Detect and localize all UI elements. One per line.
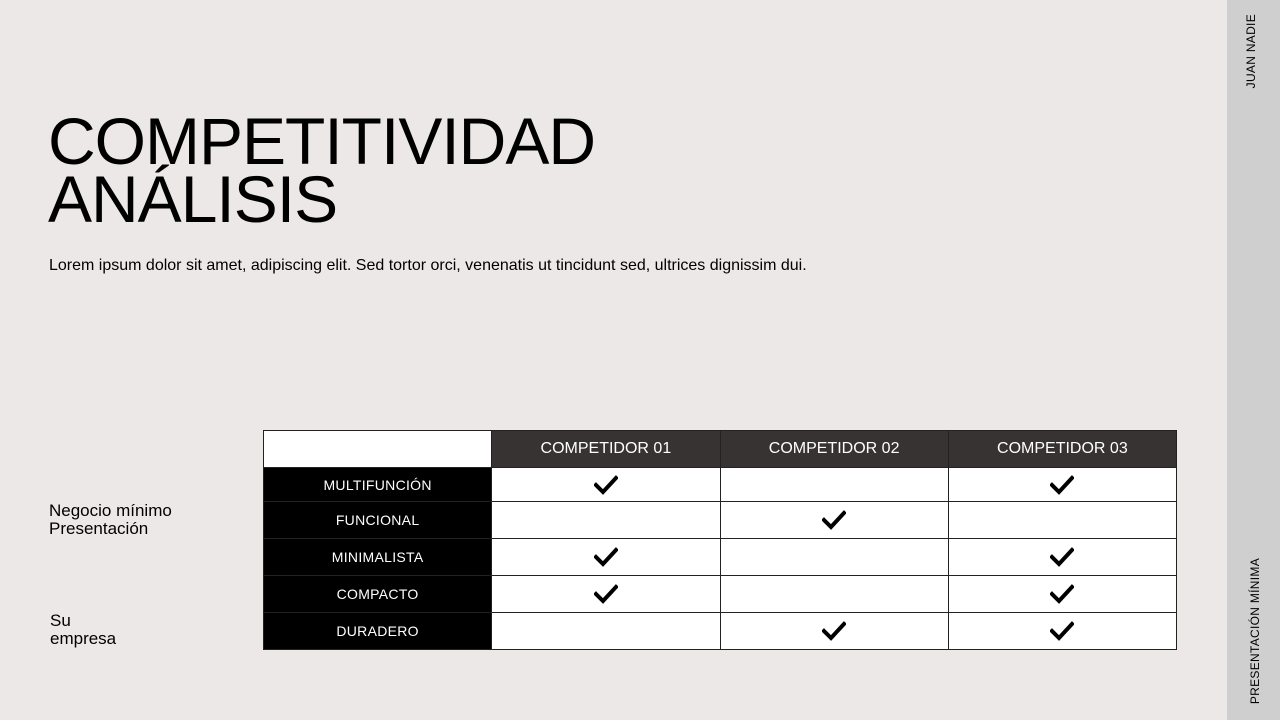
company-label-line-1: Su xyxy=(50,611,71,630)
page-title xyxy=(48,104,596,236)
table-row xyxy=(264,502,1177,539)
competitor-cell xyxy=(720,576,948,613)
competitor-cell xyxy=(720,613,948,650)
check-icon xyxy=(1050,475,1074,495)
competitor-cell xyxy=(492,539,720,576)
feature-cell: MULTIFUNCIÓN xyxy=(264,468,492,502)
competitor-cell xyxy=(492,576,720,613)
feature-cell: DURADERO xyxy=(264,613,492,650)
check-icon xyxy=(1050,547,1074,567)
company-label xyxy=(50,612,116,648)
table-row xyxy=(264,468,1177,502)
author-label: JUAN NADIE xyxy=(1244,14,1258,89)
header-competidor-01: COMPETIDOR 01 xyxy=(492,431,720,468)
table-row xyxy=(264,576,1177,613)
check-icon xyxy=(1050,621,1074,641)
check-icon xyxy=(594,547,618,567)
title-line-1: COMPETITIVIDAD xyxy=(48,104,596,178)
business-label-line-2: Presentación xyxy=(49,519,149,538)
competitor-cell xyxy=(492,468,720,502)
header-competidor-03: COMPETIDOR 03 xyxy=(948,431,1176,468)
check-icon xyxy=(822,510,846,530)
competitor-cell xyxy=(720,502,948,539)
competitor-cell xyxy=(948,539,1176,576)
feature-cell: MINIMALISTA xyxy=(264,539,492,576)
header-competidor-02: COMPETIDOR 02 xyxy=(720,431,948,468)
comparison-table xyxy=(263,430,1177,650)
competitor-cell xyxy=(948,502,1176,539)
business-label-line-1: Negocio mínimo xyxy=(49,501,172,520)
presentation-label: PRESENTACIÓN MÍNIMA xyxy=(1248,558,1262,705)
competitor-cell xyxy=(948,468,1176,502)
competitor-cell xyxy=(948,576,1176,613)
competitor-cell xyxy=(720,539,948,576)
table-header-row xyxy=(264,431,1177,468)
table-row xyxy=(264,613,1177,650)
subtitle: Lorem ipsum dolor sit amet, adipiscing elit. Sed tortor orci, venenatis ut tincidunt sed, ultrices dignissim dui. xyxy=(49,257,807,274)
competitor-cell xyxy=(948,613,1176,650)
check-icon xyxy=(594,475,618,495)
business-label xyxy=(49,502,172,538)
feature-cell: COMPACTO xyxy=(264,576,492,613)
check-icon xyxy=(1050,584,1074,604)
table-row xyxy=(264,539,1177,576)
table-corner-cell xyxy=(264,431,492,468)
title-line-2: ANÁLISIS xyxy=(48,162,338,236)
competitor-cell xyxy=(492,613,720,650)
check-icon xyxy=(822,621,846,641)
competitor-cell xyxy=(492,502,720,539)
competitor-cell xyxy=(720,468,948,502)
feature-cell: FUNCIONAL xyxy=(264,502,492,539)
check-icon xyxy=(594,584,618,604)
company-label-line-2: empresa xyxy=(50,629,117,648)
